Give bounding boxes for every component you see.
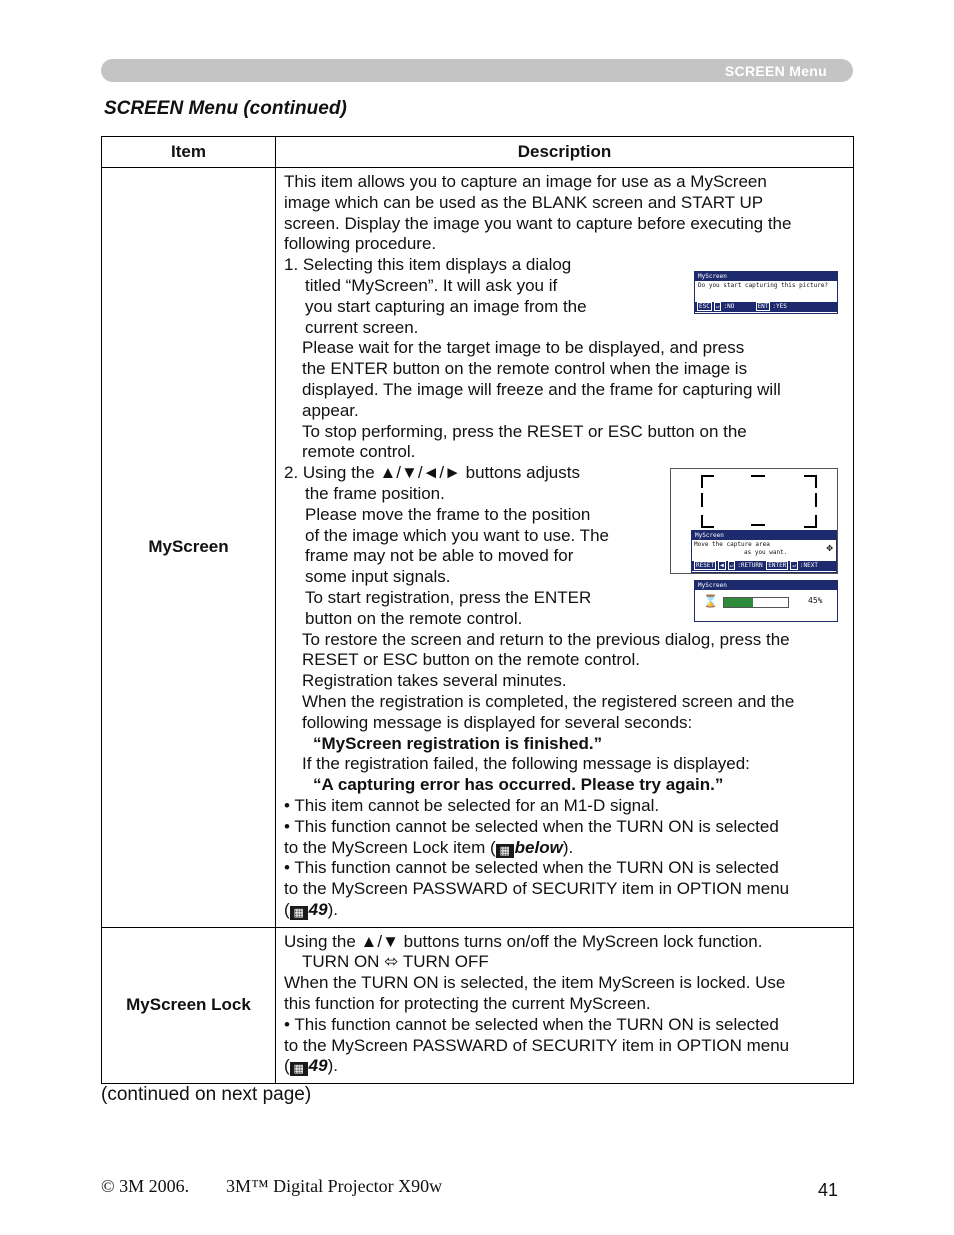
frame-edge xyxy=(751,524,765,526)
step-2-line: frame may not be able to moved for xyxy=(305,546,574,566)
column-header-description: Description xyxy=(276,137,854,168)
reset-key[interactable]: RESET xyxy=(696,562,715,569)
step-2-line: following message is displayed for several seconds: xyxy=(302,712,693,732)
page-reference-link[interactable]: below xyxy=(514,837,563,857)
step-2-line: of the image which you want to use. The xyxy=(305,525,609,545)
frame-edge xyxy=(701,493,703,507)
item-name: MyScreen Lock xyxy=(102,927,276,1084)
item-name: MyScreen xyxy=(102,168,276,928)
section-header-bar xyxy=(101,59,853,82)
continued-note: (continued on next page) xyxy=(101,1084,312,1105)
frame-corner xyxy=(804,515,817,528)
step-1-line: remote control. xyxy=(302,442,416,462)
progress-fill xyxy=(724,598,753,607)
desc-line: screen. Display the image you want to capture before executing the xyxy=(284,213,792,233)
page-reference-link[interactable]: 49 xyxy=(308,899,328,919)
book-icon: ▦ xyxy=(496,844,514,858)
step-1-line: the ENTER button on the remote control when the image is xyxy=(302,359,748,379)
hourglass-icon: ⌛ xyxy=(703,594,718,608)
step-2-line: Please move the frame to the position xyxy=(305,504,591,524)
desc-line: following procedure. xyxy=(284,234,437,254)
note-line: to the MyScreen Lock item ( ▦ below). xyxy=(284,837,574,857)
move-frame-text: as you want. xyxy=(744,549,788,556)
move-frame-keys xyxy=(692,561,836,571)
note-line: • This item cannot be selected for an M1-D signal. xyxy=(284,795,660,815)
step-2-line: When the registration is completed, the registered screen and the xyxy=(302,691,795,711)
step-2-line: Registration takes several minutes. xyxy=(302,671,567,691)
next-label: :NEXT xyxy=(799,562,818,569)
move-frame-text: Move the capture area xyxy=(694,541,770,548)
frame-edge xyxy=(751,475,765,477)
desc-line: Using the ▲/▼ buttons turns on/off the MyScreen lock function. xyxy=(284,931,763,951)
note-line: ( ▦ 49). xyxy=(284,899,338,919)
enter-key[interactable]: ENT xyxy=(757,303,769,310)
left-arrow-icon: ◀ xyxy=(720,562,724,569)
frame-edge xyxy=(815,493,817,507)
step-1-line: titled “MyScreen”. It will ask you if xyxy=(305,275,558,295)
note-line: to the MyScreen PASSWARD of SECURITY item in OPTION menu xyxy=(284,1035,790,1055)
note-line: • This function cannot be selected when the TURN ON is selected xyxy=(284,858,779,878)
confirm-dialog-keys xyxy=(695,302,837,312)
confirm-dialog xyxy=(694,271,838,314)
step-1-line: Please wait for the target image to be displayed, and press xyxy=(302,338,745,358)
progress-percent: 45% xyxy=(808,596,823,605)
confirm-dialog-text: Do you start capturing this picture? xyxy=(698,282,829,289)
esc-key[interactable]: ESC xyxy=(699,303,710,310)
enter-key[interactable]: ENTER xyxy=(768,562,787,569)
desc-line: TURN ON ⬄ TURN OFF xyxy=(302,952,489,972)
table-header-row xyxy=(102,137,854,168)
step-1-line: appear. xyxy=(302,400,359,420)
step-1-line: you start capturing an image from the xyxy=(305,296,587,316)
frame-corner xyxy=(804,475,817,488)
confirm-dialog-title: MyScreen xyxy=(695,272,837,281)
page-number: 41 xyxy=(818,1180,839,1200)
step-1-line: To stop performing, press the RESET or ESC button on the xyxy=(302,421,747,441)
step-1-line: current screen. xyxy=(305,317,419,337)
column-header-item: Item xyxy=(102,137,276,168)
success-message: “MyScreen registration is finished.” xyxy=(313,733,603,753)
step-1-line: displayed. The image will freeze and the frame for capturing will xyxy=(302,379,781,399)
step-2-line: the frame position. xyxy=(305,483,445,503)
progress-track xyxy=(723,597,789,608)
no-label: :NO xyxy=(723,303,735,310)
move-frame-dialog xyxy=(691,530,837,573)
section-label: SCREEN Menu xyxy=(724,63,827,79)
page-reference-link[interactable]: 49 xyxy=(308,1056,328,1076)
step-2-line: button on the remote control. xyxy=(305,608,523,628)
note-line: • This function cannot be selected when the TURN ON is selected xyxy=(284,816,779,836)
book-icon: ▦ xyxy=(290,906,308,920)
step-2-line: some input signals. xyxy=(305,567,451,587)
frame-corner xyxy=(701,475,714,488)
desc-line: When the TURN ON is selected, the item MyScreen is locked. Use xyxy=(284,973,786,993)
table-row xyxy=(102,927,854,1084)
frame-corner xyxy=(701,515,714,528)
product-name: 3M™ Digital Projector X90w xyxy=(226,1176,443,1196)
progress-dialog-title: MyScreen xyxy=(695,581,837,590)
step-2-line: To start registration, press the ENTER xyxy=(305,587,592,607)
desc-line: this function for protecting the current MyScreen. xyxy=(284,994,651,1014)
note-line: ( ▦ 49). xyxy=(284,1056,338,1076)
step-2-line: If the registration failed, the following message is displayed: xyxy=(302,754,750,774)
move-frame-dialog-title: MyScreen xyxy=(692,531,836,540)
step-2-line: To restore the screen and return to the previous dialog, press the xyxy=(302,629,790,649)
book-icon: ▦ xyxy=(290,1062,308,1076)
step-2-line: 2. Using the ▲/▼/◄/► buttons adjusts xyxy=(284,463,580,483)
error-message: “A capturing error has occurred. Please try again.” xyxy=(313,775,724,795)
return-icon: ↵ xyxy=(729,562,734,569)
yes-label: :YES xyxy=(772,303,787,310)
move-arrows-icon: ✥ xyxy=(826,541,833,554)
page-title: SCREEN Menu (continued) xyxy=(104,98,347,119)
note-line: to the MyScreen PASSWARD of SECURITY item in OPTION menu xyxy=(284,879,790,899)
copyright: © 3M 2006. xyxy=(101,1176,190,1196)
item-description xyxy=(276,927,854,1084)
desc-line: This item allows you to capture an image for use as a MyScreen xyxy=(284,172,767,191)
desc-line: image which can be used as the BLANK screen and START UP xyxy=(284,192,764,212)
progress-dialog xyxy=(694,580,838,622)
return-label: :RETURN xyxy=(737,562,763,569)
step-1-line: 1. Selecting this item displays a dialog xyxy=(284,255,572,275)
return-icon: ↵ xyxy=(792,562,796,569)
note-line: • This function cannot be selected when the TURN ON is selected xyxy=(284,1014,779,1034)
step-2-line: RESET or ESC button on the remote control. xyxy=(302,650,640,670)
return-arrow-icon: ↵ xyxy=(715,303,720,310)
